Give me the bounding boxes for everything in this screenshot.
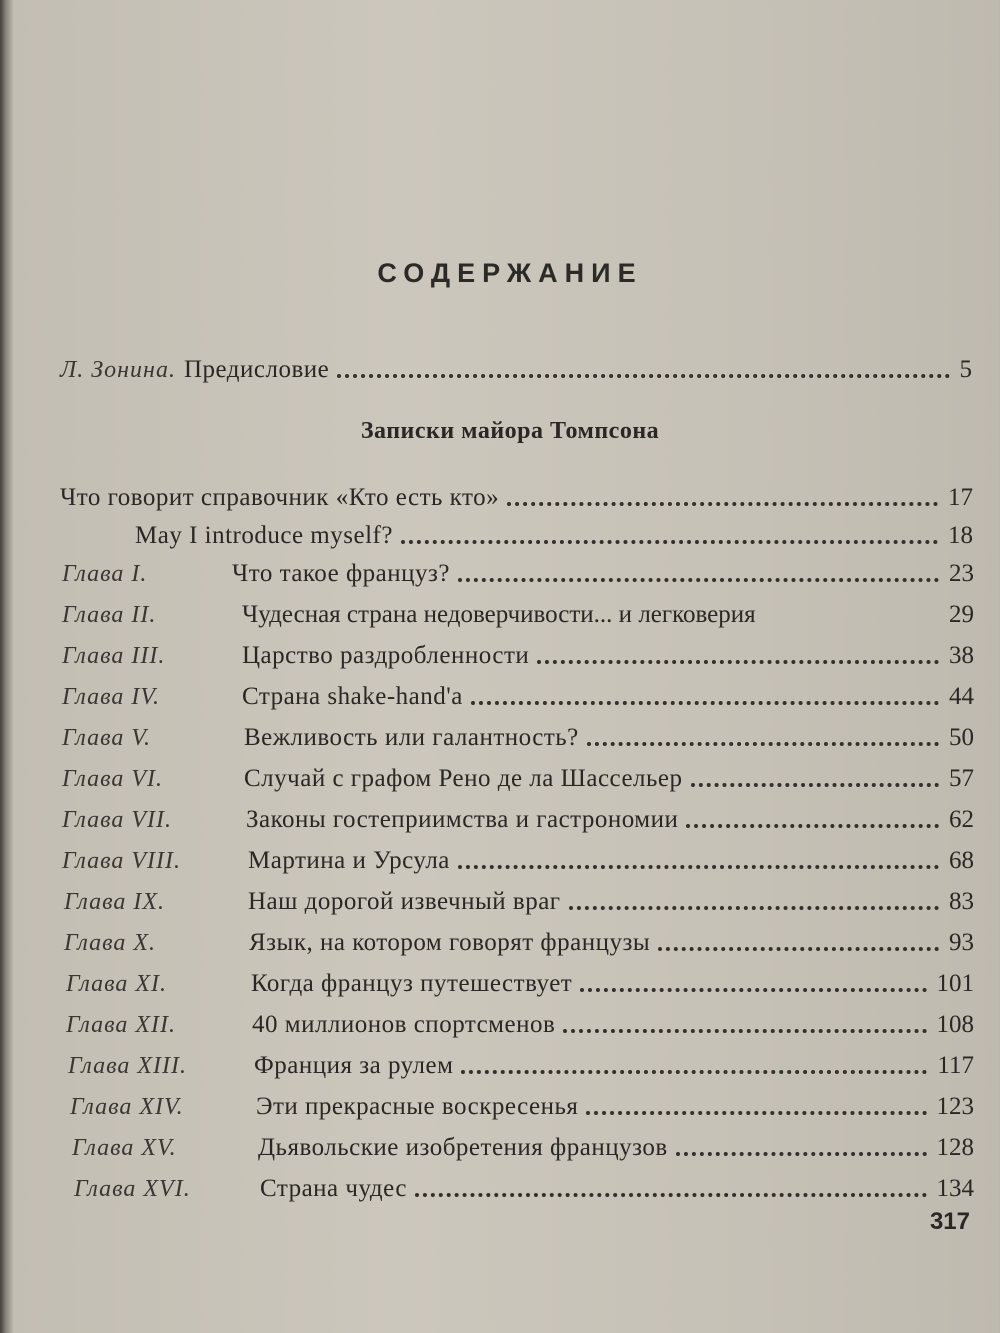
entry-title: May I introduce myself? (135, 522, 393, 549)
leader-dots (676, 1152, 927, 1156)
toc-row-chapter (62, 636, 974, 670)
toc-row-chapter (62, 718, 974, 752)
chapter-label: Глава V. (62, 725, 151, 751)
chapter-label: Глава X. (64, 930, 157, 956)
preface-title: Предисловие (183, 356, 330, 383)
chapter-title: Вежливость или галантность? (244, 724, 579, 751)
page-number: 68 (949, 847, 974, 874)
page-number: 18 (948, 522, 973, 549)
leader-dots (458, 865, 939, 869)
leader-dots (461, 1070, 927, 1074)
leader-dots (691, 783, 939, 787)
chapter-label: Глава XVI. (74, 1176, 191, 1202)
page-number: 134 (936, 1175, 974, 1202)
toc-row-preface (60, 350, 972, 384)
toc-row-chapter (74, 1169, 974, 1203)
chapter-label: Глава XI. (66, 971, 168, 997)
toc-row-chapter (62, 800, 974, 834)
page-number: 101 (936, 970, 974, 997)
leader-dots (569, 906, 939, 910)
chapter-title: Страна чудес (260, 1175, 407, 1202)
chapter-label: Глава XIII. (68, 1053, 188, 1079)
chapter-title: Наш дорогой извечный враг (248, 888, 561, 915)
page-number: 57 (949, 765, 974, 792)
page-number: 23 (949, 560, 974, 587)
page-number: 108 (936, 1011, 974, 1038)
chapter-label: Глава XII. (66, 1012, 177, 1038)
toc-row-chapter (64, 882, 974, 916)
chapter-title: Законы гостеприимства и гастрономии (246, 806, 679, 833)
chapter-title: Когда француз путешествует (251, 970, 573, 997)
chapter-title: Мартина и Урсула (248, 847, 450, 874)
chapter-label: Глава VIII. (62, 848, 182, 874)
toc-row-chapter (70, 1087, 974, 1121)
page-number: 17 (948, 484, 973, 511)
chapter-title: Язык, на котором говорят французы (249, 929, 651, 956)
chapter-label: Глава VI. (62, 766, 164, 792)
page-number: 38 (949, 642, 974, 669)
toc-row-chapter (66, 964, 974, 998)
toc-row-chapter (62, 677, 974, 711)
chapter-title: Случай с графом Рено де ла Шассельер (244, 765, 683, 792)
chapter-label: Глава IX. (64, 889, 166, 915)
leader-dots (471, 701, 939, 705)
page-number: 117 (937, 1052, 974, 1079)
leader-dots (563, 1029, 926, 1033)
leader-dots (507, 502, 938, 506)
chapter-label: Глава I. (62, 561, 148, 587)
leader-dots (586, 1111, 926, 1115)
preface-author: Л. Зонина. (60, 357, 176, 383)
leader-dots (458, 578, 939, 582)
page-number: 44 (949, 683, 974, 710)
toc-row-chapter (62, 841, 974, 875)
page-number: 128 (936, 1134, 974, 1161)
toc-row-intro (135, 516, 973, 550)
leader-dots (587, 742, 939, 746)
page-title: СОДЕРЖАНИЕ (377, 258, 643, 288)
leader-dots (658, 947, 939, 951)
toc-row-chapter (66, 1005, 974, 1039)
folio-page-number: 317 (929, 1208, 970, 1235)
toc-row-chapter (68, 1046, 974, 1080)
entry-title: Что говорит справочник «Кто есть кто» (60, 484, 500, 511)
chapter-title: Царство раздробленности (242, 642, 530, 669)
leader-dots (537, 660, 939, 664)
chapter-title: Эти прекрасные воскресенья (256, 1093, 579, 1120)
chapter-label: Глава II. (62, 602, 157, 628)
chapter-label: Глава XIV. (70, 1094, 184, 1120)
chapter-title: Что такое француз? (232, 560, 450, 587)
chapter-label: Глава IV. (62, 684, 160, 710)
toc-row-chapter (62, 759, 974, 793)
chapter-label: Глава VII. (62, 807, 173, 833)
chapter-title: Страна shake-hand'а (242, 683, 463, 710)
chapter-title: Дьявольские изобретения французов (258, 1134, 668, 1161)
chapter-title: 40 миллионов спортсменов (252, 1011, 556, 1038)
leader-dots (337, 374, 949, 378)
chapter-title: Чудесная страна недоверчивости... и легковерия (242, 601, 756, 628)
page-number: 93 (949, 929, 974, 956)
chapter-title: Франция за рулем (254, 1052, 454, 1079)
leader-dots (415, 1193, 927, 1197)
toc-row-chapter (62, 595, 974, 629)
toc-row-chapter (72, 1128, 974, 1162)
chapter-label: Глава III. (62, 643, 166, 669)
leader-dots (686, 824, 939, 828)
toc-row-chapter (64, 923, 974, 957)
chapter-label: Глава XV. (72, 1135, 177, 1161)
toc-row-chapter (62, 554, 974, 588)
leader-dots (580, 988, 926, 992)
leader-dots (401, 540, 938, 544)
page-number: 50 (949, 724, 974, 751)
page-number: 123 (936, 1093, 974, 1120)
section-title: Записки майора Томпсона (360, 418, 660, 444)
page-number: 5 (959, 356, 972, 383)
toc-row-intro (60, 478, 973, 512)
page-number: 29 (949, 601, 974, 628)
page-number: 83 (949, 888, 974, 915)
page-number: 62 (949, 806, 974, 833)
